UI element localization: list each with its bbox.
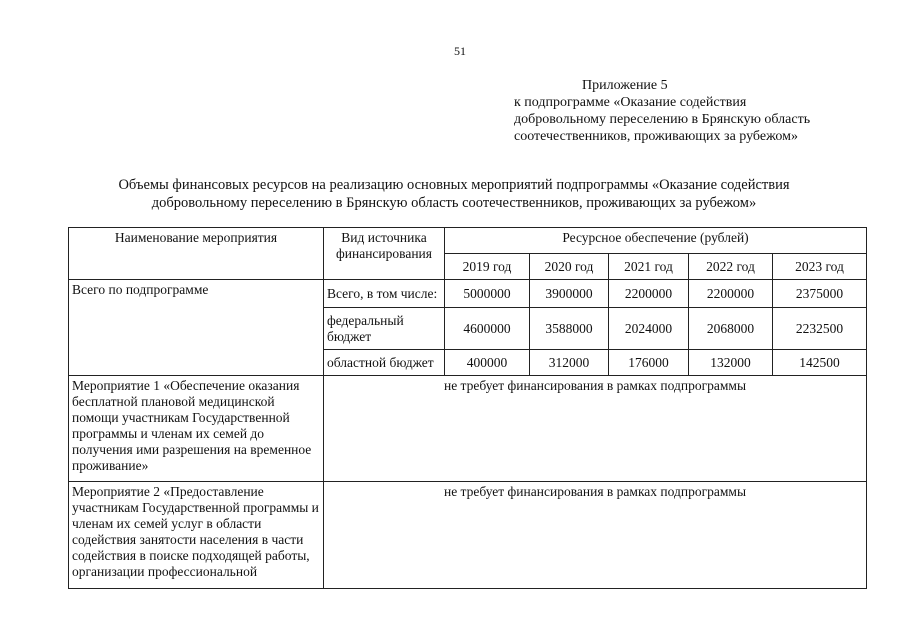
page-number: 51 bbox=[454, 44, 466, 58]
header-year: 2020 год bbox=[530, 254, 609, 280]
funding-table bbox=[68, 227, 867, 589]
table-header-row bbox=[69, 228, 867, 254]
appendix-header bbox=[514, 77, 884, 145]
measure-note: не требует финансирования в рамках подпрограммы bbox=[324, 376, 867, 482]
table-row bbox=[69, 376, 867, 482]
title-line: добровольному переселению в Брянскую область соотечественников, проживающих за рубежом» bbox=[151, 195, 757, 211]
empty-cell bbox=[69, 308, 324, 350]
table-row bbox=[69, 308, 867, 350]
value-cell: 132000 bbox=[689, 350, 773, 376]
value-cell: 5000000 bbox=[445, 280, 530, 308]
title-line: Объемы финансовых ресурсов на реализацию основных мероприятий подпрограммы «Оказание содействия bbox=[118, 177, 790, 193]
source-cell: федеральный бюджет bbox=[324, 308, 445, 350]
value-cell: 2200000 bbox=[689, 280, 773, 308]
empty-cell bbox=[69, 350, 324, 376]
table-row bbox=[69, 482, 867, 589]
measure-name: Мероприятие 2 «Предоставление участникам Государственной программы и членам их семей услуг в области содействия занятости населения в части содействия в поиске подходящей работы, организации профессиональной bbox=[69, 482, 324, 589]
appendix-number: Приложение 5 bbox=[582, 78, 668, 93]
value-cell: 2068000 bbox=[689, 308, 773, 350]
source-cell: Всего, в том числе: bbox=[324, 280, 445, 308]
value-cell: 400000 bbox=[445, 350, 530, 376]
value-cell: 2200000 bbox=[609, 280, 689, 308]
header-year: 2022 год bbox=[689, 254, 773, 280]
value-cell: 176000 bbox=[609, 350, 689, 376]
value-cell: 142500 bbox=[773, 350, 867, 376]
appendix-line: к подпрограмме «Оказание содействия bbox=[514, 95, 747, 110]
table-row bbox=[69, 280, 867, 308]
value-cell: 2232500 bbox=[773, 308, 867, 350]
measure-note: не требует финансирования в рамках подпрограммы bbox=[324, 482, 867, 589]
value-cell: 2375000 bbox=[773, 280, 867, 308]
appendix-line: добровольному переселению в Брянскую область bbox=[514, 112, 811, 127]
measure-name: Мероприятие 1 «Обеспечение оказания бесплатной плановой медицинской помощи участникам Государственной программы и членам их семей до получения ими разрешения на временное проживание» bbox=[69, 376, 324, 482]
value-cell: 4600000 bbox=[445, 308, 530, 350]
value-cell: 3900000 bbox=[530, 280, 609, 308]
value-cell: 3588000 bbox=[530, 308, 609, 350]
header-resources: Ресурсное обеспечение (рублей) bbox=[445, 228, 867, 254]
value-cell: 2024000 bbox=[609, 308, 689, 350]
header-source: Вид источника финансирования bbox=[324, 228, 445, 280]
header-name: Наименование мероприятия bbox=[69, 228, 324, 280]
header-year: 2023 год bbox=[773, 254, 867, 280]
table-row bbox=[69, 350, 867, 376]
source-cell: областной бюджет bbox=[324, 350, 445, 376]
value-cell: 312000 bbox=[530, 350, 609, 376]
total-label: Всего по подпрограмме bbox=[69, 280, 324, 308]
appendix-line: соотечественников, проживающих за рубежом» bbox=[514, 129, 798, 144]
header-year: 2019 год bbox=[445, 254, 530, 280]
document-title bbox=[60, 176, 848, 212]
header-year: 2021 год bbox=[609, 254, 689, 280]
